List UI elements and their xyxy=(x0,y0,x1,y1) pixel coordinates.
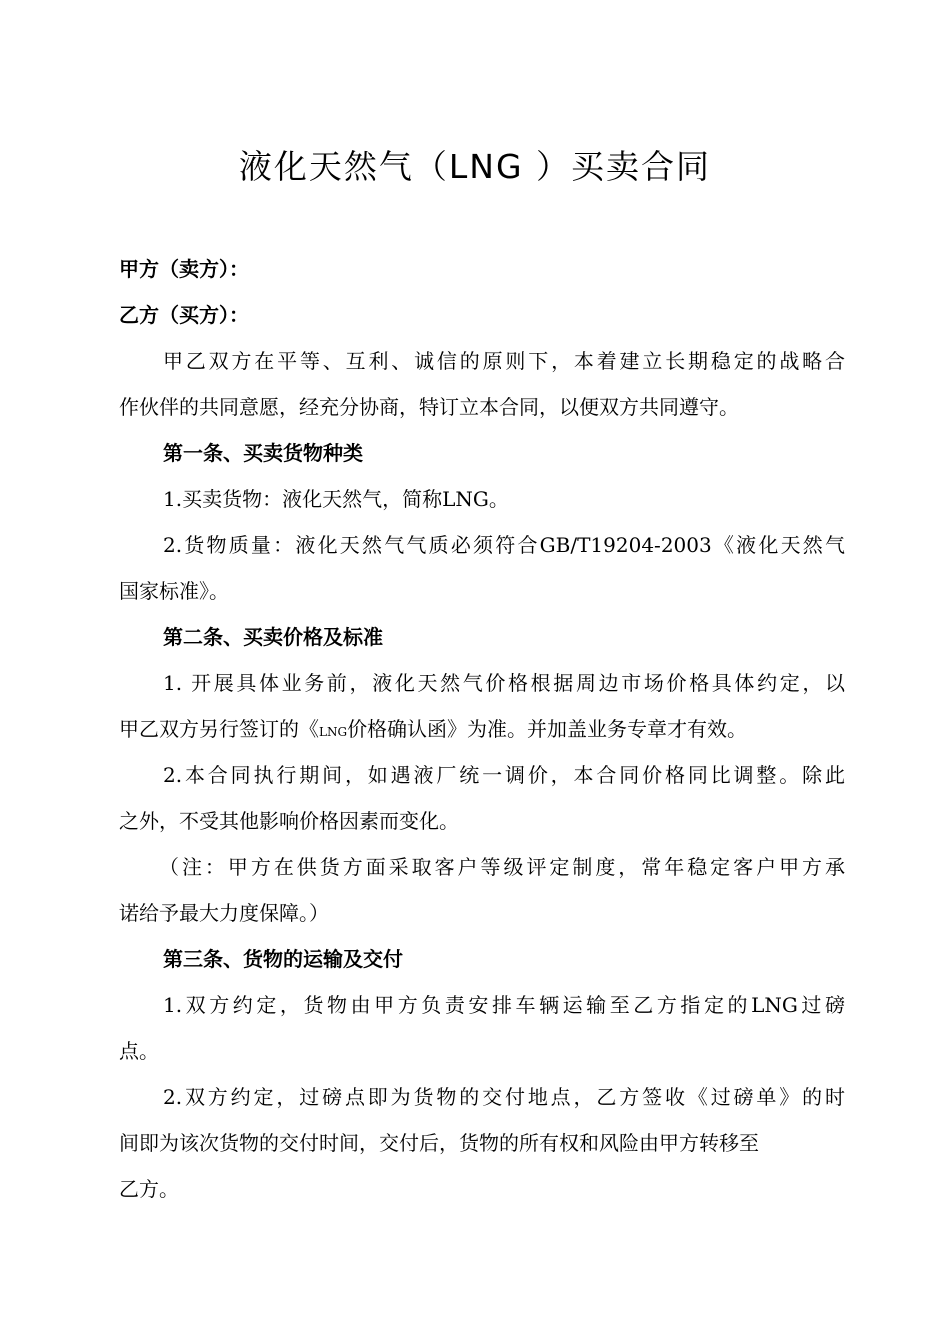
article-2-item-2-line-1: 2.本合同执行期间，如遇液厂统一调价，本合同价格同比调整。除此 xyxy=(163,763,845,787)
contract-title: 液化天然气（LNG ）买卖合同 xyxy=(238,147,712,186)
article-1-item-2-line-1: 2.货物质量：液化天然气气质必须符合GB/T19204-2003《液化天然气 xyxy=(163,533,845,557)
article-3-item-1-line-2: 点。 xyxy=(119,1039,159,1063)
article-2-item-1-line-2 xyxy=(119,706,845,752)
article-2-item-1-line-1: 1. 开展具体业务前，液化天然气价格根据周边市场价格具体约定，以 xyxy=(163,671,845,695)
party-a-label: 甲方（卖方）： xyxy=(119,257,249,281)
article-3-item-1-line-1: 1.双方约定，货物由甲方负责安排车辆运输至乙方指定的LNG过磅 xyxy=(163,993,845,1017)
intro-line-1: 甲乙双方在平等、互利、诚信的原则下，本着建立长期稳定的战略合 xyxy=(163,349,845,373)
article-2-heading: 第二条、买卖价格及标准 xyxy=(163,625,383,649)
contract-body xyxy=(119,246,845,1212)
party-b-label: 乙方（买方）： xyxy=(119,303,249,327)
article-3-item-2-line-2: 间即为该次货物的交付时间，交付后，货物的所有权和风险由甲方转移至 xyxy=(119,1131,759,1155)
lng-small-text: LNG xyxy=(319,725,348,739)
article-1-item-2-line-2: 国家标准》。 xyxy=(119,579,229,603)
article-2-note-line-1: （注：甲方在供货方面采取客户等级评定制度，常年稳定客户甲方承 xyxy=(159,855,845,879)
article-3-heading: 第三条、货物的运输及交付 xyxy=(163,947,403,971)
article-3-item-2-line-1: 2.双方约定，过磅点即为货物的交付地点，乙方签收《过磅单》的时 xyxy=(163,1085,845,1109)
intro-line-2: 作伙伴的共同意愿，经充分协商，特订立本合同，以便双方共同遵守。 xyxy=(119,395,739,419)
article-1-heading: 第一条、买卖货物种类 xyxy=(163,441,363,465)
article-1-item-1: 1.买卖货物：液化天然气，简称LNG。 xyxy=(163,487,509,511)
article-3-item-2-line-3: 乙方。 xyxy=(119,1177,179,1201)
article-2-item-1-line-2-pre: 甲乙双方另行签订的《 xyxy=(119,717,319,741)
article-2-item-1-line-2-post: 价格确认函》为准。并加盖业务专章才有效。 xyxy=(347,717,748,741)
article-2-item-2-line-2: 之外，不受其他影响价格因素而变化。 xyxy=(119,809,459,833)
article-2-note-line-2: 诺给予最大力度保障。） xyxy=(119,901,329,925)
